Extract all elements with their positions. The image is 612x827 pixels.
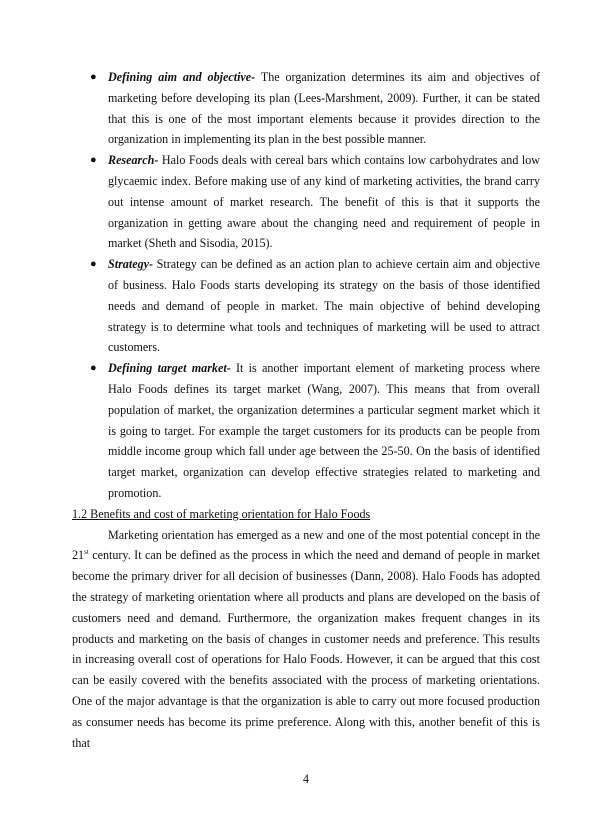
bullet-list [72, 67, 540, 504]
paragraph-text: 21 [72, 548, 85, 563]
bullet-icon: ● [90, 71, 97, 83]
list-item-term: Defining target market- [108, 361, 231, 376]
list-item [72, 254, 540, 358]
superscript: st [84, 548, 89, 557]
list-item [72, 150, 540, 254]
list-item [72, 67, 540, 150]
list-item-text: It is another important element of marketing process where Halo Foods defines its target market (Wang, 2007). This means that from overall population of market, the organization determines a particular segment market which it is going to target. For example the target customers for its products can be people from middle income group which fall under age between the 25-50. On the basis of identified target market, organization can develop effective strategies related to marketing and promotion. [108, 361, 540, 500]
body-paragraph [72, 525, 540, 754]
document-body [72, 0, 540, 753]
paragraph-text: Marketing orientation has emerged as a new and one of the most potential concept in the [108, 527, 540, 542]
paragraph-text: century. It can be defined as the process in which the need and demand of people in market become the primary driver for all decision of businesses (Dann, 2008). Halo Foods has adopted the strategy of marketing orientation where all products and plans are developed on the basis of customers need and demand. Furthermore, the organization makes frequent changes in its products and marketing on the basis of changes in customer needs and preference. This results in increasing overall cost of operations for Halo Foods. However, it can be argued that this cost can be easily covered with the benefits associated with the process of marketing orientations. One of the major advantage is that the organization is able to carry out more focused production as consumer needs has become its prime preference. Along with this, another benefit of this is that [72, 548, 540, 750]
section-heading: 1.2 Benefits and cost of marketing orientation for Halo Foods [72, 506, 371, 521]
list-item [72, 358, 540, 504]
bullet-icon: ● [90, 154, 97, 167]
list-item-term: Research- [108, 153, 159, 168]
list-item-text: Strategy can be defined as an action plan to achieve certain aim and objective of business. Halo Foods starts developing its strategy on the basis of those identified needs and demand of people in market. The main objective of behind developing strategy is to determine what tools and techniques of marketing will be used to attract customers. [108, 257, 540, 355]
list-item-term: Defining aim and objective- [108, 70, 256, 84]
list-item-term: Strategy- [108, 257, 154, 272]
bullet-icon: ● [90, 362, 97, 375]
page-number: 4 [302, 772, 310, 787]
bullet-icon: ● [90, 258, 97, 271]
list-item-text: The organization determines its aim and objectives of marketing before developing its plan (Lees-Marshment, 2009). Further, it can be stated that this is one of the most important elements because it provides direction to the organization in implementing its plan in the best possible manner. [108, 70, 540, 147]
list-item-text: Halo Foods deals with cereal bars which contains low carbohydrates and low glycaemic index. Before making use of any kind of marketing activities, the brand carry out intense amount of market research. The benefit of this is that it supports the organization in getting aware about the changing need and requirement of people in market (Sheth and Sisodia, 2015). [108, 153, 540, 251]
